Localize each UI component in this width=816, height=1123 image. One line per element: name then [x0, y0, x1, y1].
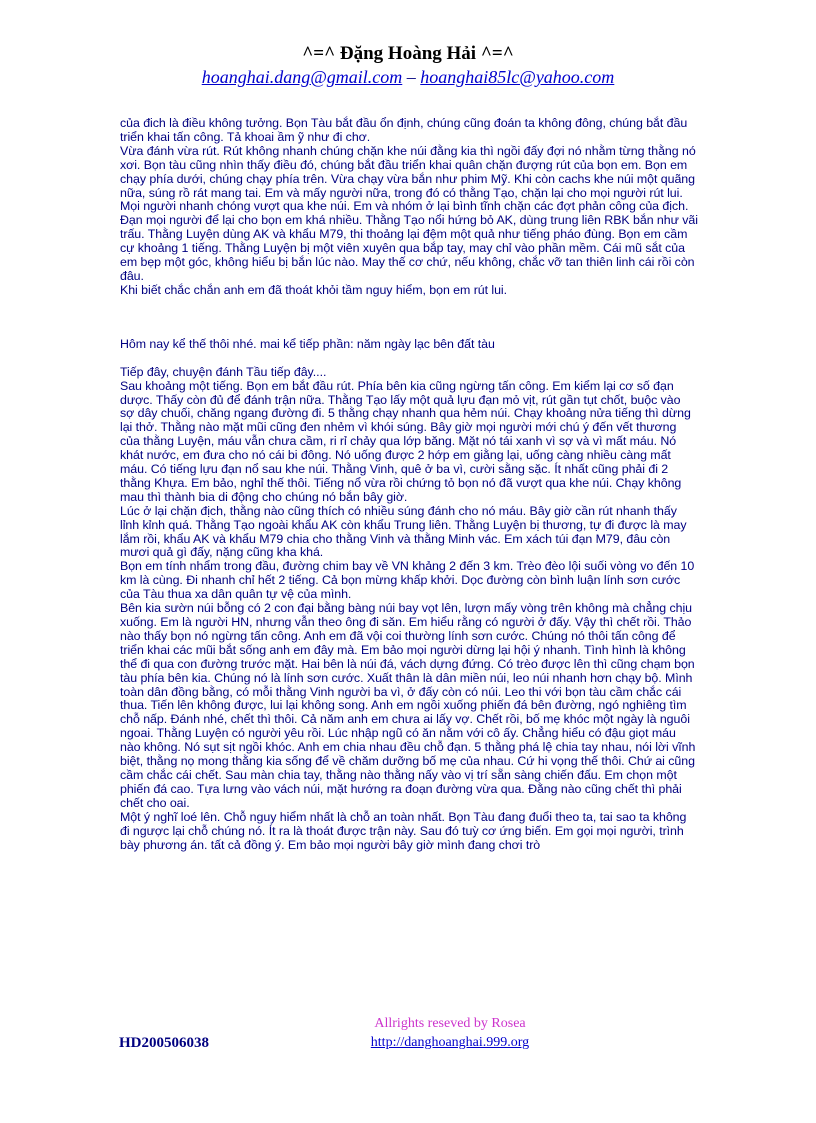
paragraph: Bọn em tính nhẩm trong đầu, đường chim bay về VN khảng 2 đến 3 km. Trèo đèo lội suối vòng vo đến 10 km là cùng. Đi nhanh chỉ hết 2 tiếng. Cả bọn mừng khấp khởi. Dọc đường còn bình luận lính sơn cước của Tàu thua xa dân quân tự vệ của mình.: [120, 559, 695, 602]
document-id: HD200506038: [119, 1035, 209, 1051]
page-footer: [340, 1015, 560, 1052]
contact-line: [0, 66, 816, 88]
paragraph-today-note: Hôm nay kể thế thôi nhé. mai kể tiếp phần: năm ngày lạc bên đất tàu: [120, 336, 495, 351]
paragraph: Tiếp đây, chuyện đánh Tầu tiếp đây....: [120, 364, 327, 379]
email-separator: –: [402, 67, 421, 87]
paragraph: Lúc ở lại chặn địch, thằng nào cũng thích có nhiều súng đánh cho nó máu. Bây giờ cần rút nhanh thấy lỉnh kỉnh quá. Thằng Tạo ngoài khẩu AK còn khẩu Trung liên. Thằng Luyện bị thương, tự đi được là may lắm rồi, khẩu AK và khẩu M79 chia cho thằng Vinh và thằng Minh vác. Em xách túi đạn M79, đâu còn mươi quả gì đấy, nặng cũng kha khá.: [120, 503, 687, 560]
page-title: ^=^ Đặng Hoàng Hải ^=^: [302, 43, 514, 64]
paragraph: của đich là điều không tưởng. Bọn Tàu bắt đầu ổn định, chúng cũng đoán ta không đông, chúng bắt đầu triển khai tấn công. Tả khoai ầm ỹ như đi chơ.: [120, 116, 688, 144]
paragraph: Khi biết chắc chắn anh em đã thoát khỏi tầm nguy hiểm, bọn em rút lui.: [120, 282, 508, 297]
email-link-yahoo[interactable]: hoanghai85lc@yahoo.com: [420, 67, 615, 87]
paragraph: Sau khoảng một tiếng. Bọn em bắt đầu rút. Phía bên kia cũng ngừng tấn công. Em kiểm lại cơ số đạn dược. Thấy còn đủ để đánh trận nữa. Thằng Tạo lấy một quả lựu đạn mỏ vịt, rút gần tụt chốt, buộc vào sợ dây chuối, chăng ngang đường đi. 5 thằng chạy nhanh qua hẻm núi. Chạy khoảng nửa tiếng thì dừng lại thở. Thằng nào mặt mũi cũng đen nhẻm vì khói súng. Bây giờ mọi người mới chú ý đến vết thương của thằng Luyện, máu vẫn chưa cầm, ri rỉ chảy qua lớp băng. Mặt nó tái xanh vì sợ và vì mất máu. Nó khát nước, em đưa cho nó cái bi đông. Nó uống được 2 hớp em giằng lại, uống càng nhiều càng mất máu. Có tiếng lựu đạn nổ sau khe núi. Thằng Vinh, quê ở ba vì, cười sằng sặc. Ít nhất cũng phải đi 2 thằng Khựa. Em bảo, nghỉ thế thôi. Tiếng nổ vừa rồi chứng tỏ bọn nó đã vượt qua khe núi. Chạy không mau thì thành bia di động cho chúng nó bắn bây giờ.: [120, 378, 691, 504]
paragraph: Bên kia sườn núi bỗng có 2 con đại bằng bàng núi bay vọt lên, lượn mấy vòng trên không mà chẳng chịu xuống. Em là người HN, nhưng vẫn theo ông đi săn. Em hiểu rằng có người ở đấy. Vậy thì chết rồi. Thảo nào thấy bọn nó ngừng tấn công. Anh em đã vội coi thường lính sơn cước. Chúng nó thôi tấn công để triển khai các mũi bắt sống anh em đây mà. Em bảo mọi người dừng lại hội ý nhanh. Tình hình là không thể đi qua con đường trước mặt. Hai bên là núi đá, vách dựng đứng. Có trèo được lên thì cũng chạm bọn tàu phía bên kia. Chúng nó là lính sơn cước. Xuất thân là dân miền núi, leo núi nhanh hơn chạy bộ. Mình toàn dân đồng bằng, có mỗi thằng Vinh người ba vì, ở đấy còn có núi. Leo thi với bọn tàu cầm chắc cái thua. Tiến lên không được, lui lại không song. Anh em ngồi xuống phiến đá bên đường, ngó nghiêng tìm chỗ nấp. Đánh nhé, chết thì thôi. Cả năm anh em chưa ai lấy vợ. Chết rồi, bố mẹ khóc một ngày là nguôi ngoai. Thằng Luyện có người yêu rồi. Lúc nhập ngũ có ăn nằm với cô ấy. Chẳng hiểu có đậu giọt máu nào không. Nó sụt sịt ngồi khóc. Anh em chia nhau đều chỗ đạn. 5 thằng phá lệ chia tay nhau, nói lời vĩnh biệt, thằng nọ mong thằng kia sống để về chăm dưỡng bố mẹ của nhau. Cứ hi vọng thế thôi. Chứ ai cũng cầm chắc cái chết. Sau màn chia tay, thằng nào thằng nấy vào vị trí sẵn sàng chiến đấu. Em chọn một phiến đá cao. Tựa lưng vào vách núi, mặt hướng ra đoạn đường vừa qua. Đằng nào cũng chết thì phải chết cho oai.: [120, 601, 696, 810]
paragraph: Một ý nghĩ loé lên. Chỗ nguy hiểm nhất là chỗ an toàn nhất. Bọn Tàu đang đuổi theo ta, tai sao ta không đi ngược lại chỗ chúng nó. Ít ra là thoát được trận này. Sau đó tuỳ cơ ứng biến. Em gọi mọi người, trình bày phương án. tất cả đồng ý. Em bảo mọi người bây giờ mình đang chơi trò: [120, 809, 687, 852]
document-body: [120, 117, 698, 852]
page-header: [0, 42, 816, 88]
copyright-text: Allrights reseved by Rosea: [374, 1016, 526, 1031]
paragraph: Vừa đánh vừa rút. Rút không nhanh chúng chặn khe núi đằng kia thì ngồi đấy đợi nó nhằm từng thằng nó xơi. Bọn tàu cũng nhìn thấy điều đó, chúng bắt đầu triển khai quân chặn đượng rút của bọn em. Bọn em chạy phía dưới, chúng chạy phía trên. Vừa chạy vừa bắn như phim Mỹ. Khi còn cachs khe núi một quãng nữa, súng rồ rát mang tai. Em và mấy người nữa, trong đó có thằng Tạo, chặn lại cho mọi người rút lui. Mọi người nhanh chóng vượt qua khe núi. Em và nhóm ở lại bình tĩnh chặn các đợt phản công của địch. Đạn mọi người để lại cho bọn em khá nhiều. Thằng Tạo nổi hứng bỏ AK, dùng trung liên RBK bắn như vãi trấu. Thằng Luyện dùng AK và khẩu M79, thi thoảng lại đệm một quả như tiếng pháo đùng. Bọn em cầm cự khoảng 1 tiếng. Thằng Luyện bị một viên xuyên qua bắp tay, may chỉ vào phần mềm. Cái mũ sắt của em bẹp một góc, không hiểu bị bắn lúc nào. May thế cơ chứ, nếu không, chắc vỡ tan thiên linh cái rồi còn đâu.: [120, 143, 698, 283]
website-link[interactable]: http://danghoanghai.999.org: [370, 1035, 530, 1050]
email-link-gmail[interactable]: hoanghai.dang@gmail.com: [201, 67, 403, 87]
